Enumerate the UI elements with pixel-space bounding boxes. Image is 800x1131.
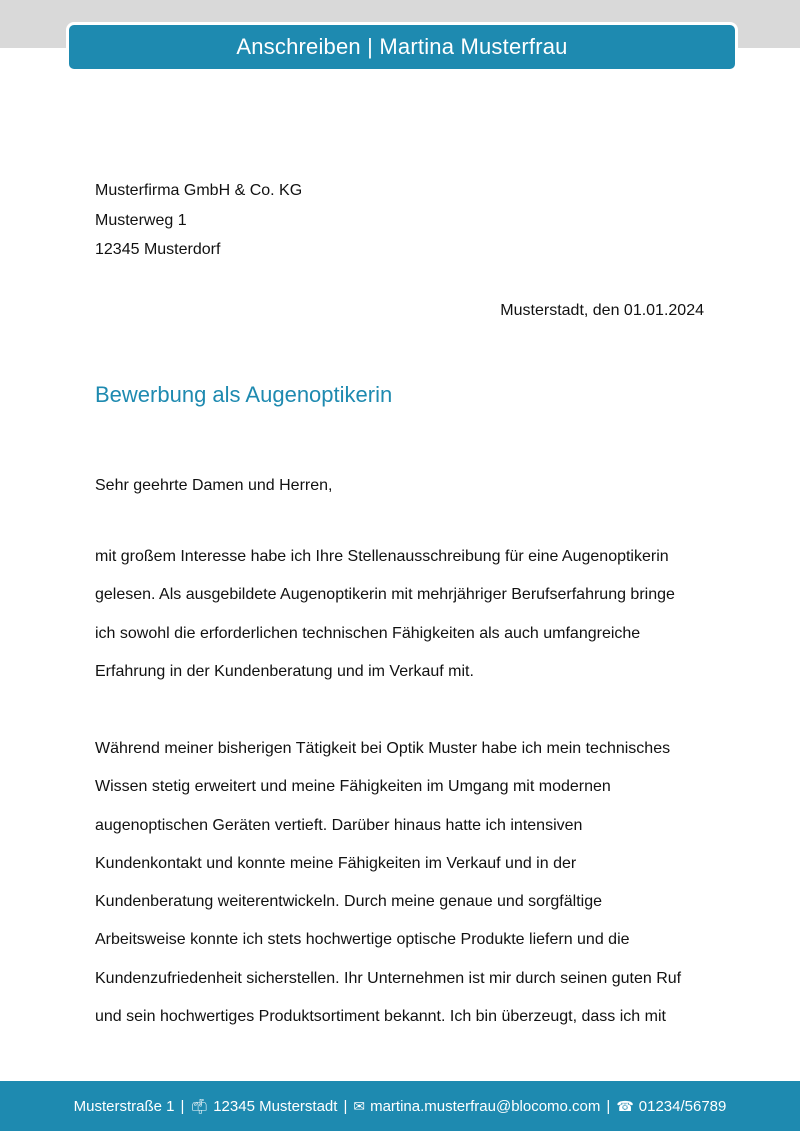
date-line: Musterstadt, den 01.01.2024 bbox=[500, 302, 704, 319]
body-paragraph-1 bbox=[95, 547, 675, 700]
footer-phone[interactable]: 01234/56789 bbox=[638, 1097, 727, 1115]
paragraph-line: gelesen. Als ausgebildete Augenoptikerin mit mehrjähriger Berufserfahrung bringe bbox=[95, 586, 675, 604]
footer-contact-bar bbox=[0, 1081, 800, 1131]
footer-street: Musterstraße 1 bbox=[73, 1097, 175, 1115]
paragraph-line: Kundenberatung weiterentwickeln. Durch meine genaue und sorgfältige bbox=[95, 893, 602, 911]
footer-separator: | bbox=[180, 1097, 185, 1115]
paragraph-line: Kundenkontakt und konnte meine Fähigkeiten im Verkauf und in der bbox=[95, 854, 577, 872]
paragraph-line: augenoptischen Geräten vertieft. Darüber hinaus hatte ich intensiven bbox=[95, 816, 583, 834]
recipient-city: 12345 Musterdorf bbox=[95, 241, 221, 258]
paragraph-line: Kundenzufriedenheit sicherstellen. Ihr Unternehmen ist mir durch seinen guten Ruf bbox=[95, 969, 682, 987]
paragraph-line: Wissen stetig erweitert und meine Fähigkeiten im Umgang mit modernen bbox=[95, 778, 611, 796]
paragraph-line: und sein hochwertiges Produktsortiment bekannt. Ich bin überzeugt, dass ich mit bbox=[95, 1008, 666, 1026]
recipient-company: Musterfirma GmbH & Co. KG bbox=[95, 182, 303, 199]
recipient-address bbox=[95, 176, 302, 265]
paragraph-line: Während meiner bisherigen Tätigkeit bei Optik Muster habe ich mein technisches bbox=[95, 740, 671, 757]
paragraph-line: ich sowohl die erforderlichen technischen Fähigkeiten als auch umfangreiche bbox=[95, 624, 641, 642]
paragraph-line: Arbeitsweise konnte ich stets hochwertige optische Produkte liefern und die bbox=[95, 931, 630, 949]
paragraph-line: Erfahrung in der Kundenberatung und im Verkauf mit. bbox=[95, 662, 474, 680]
footer-email[interactable]: martina.musterfrau@blocomo.com bbox=[370, 1097, 601, 1115]
footer-separator: | bbox=[343, 1097, 348, 1115]
recipient-street: Musterweg 1 bbox=[95, 211, 187, 229]
header-banner bbox=[66, 22, 738, 72]
salutation: Sehr geehrte Damen und Herren, bbox=[95, 477, 333, 494]
footer-city: 12345 Musterstadt bbox=[213, 1097, 338, 1115]
telephone-icon: ☎︎ bbox=[616, 1097, 634, 1114]
page-title: Anschreiben | Martina Musterfrau bbox=[236, 34, 568, 59]
body-paragraph-2 bbox=[95, 739, 681, 1045]
footer-separator: | bbox=[606, 1097, 611, 1115]
mailbox-icon: 📫︎ bbox=[190, 1097, 209, 1114]
envelope-icon: ✉︎ bbox=[353, 1097, 366, 1114]
paragraph-line: mit großem Interesse habe ich Ihre Stellenausschreibung für eine Augenoptikerin bbox=[95, 548, 669, 565]
subject-heading: Bewerbung als Augenoptikerin bbox=[95, 382, 393, 407]
